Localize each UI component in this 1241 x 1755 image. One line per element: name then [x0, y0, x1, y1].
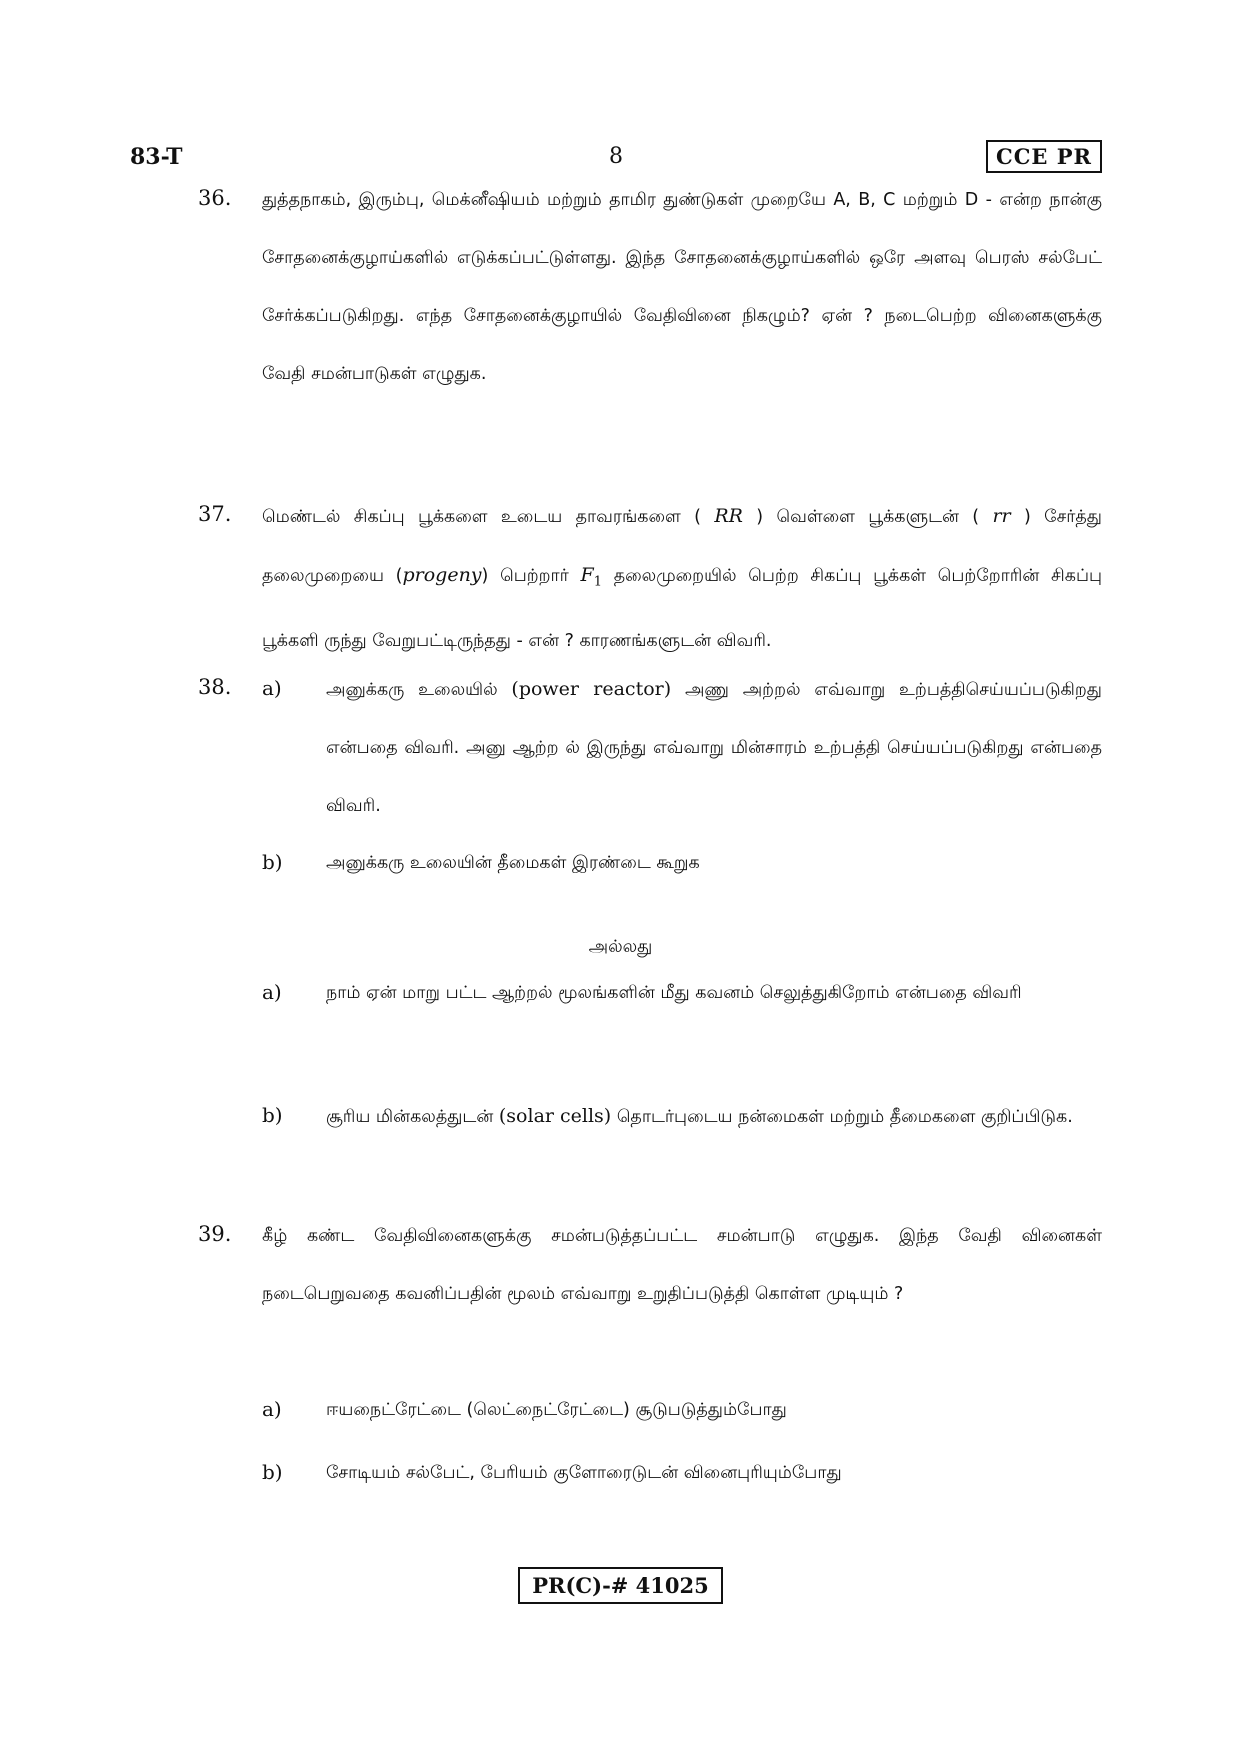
question-38-number: 38.	[198, 675, 232, 699]
question-39-number: 39.	[198, 1222, 232, 1246]
question-37-number: 37.	[198, 502, 232, 526]
question-39-a-label: a)	[262, 1397, 282, 1421]
question-38-a-text: அனுக்கரு உலையில் (power reactor) அணு அற்றல் எவ்வாறு உற்பத்திசெய்யப்படுகிறது என்பதை விவரி. அனு ஆற்ற ல் இருந்து எவ்வாறு மின்சாரம் உற்பத்தி செய்யப்படுகிறது என்பதை விவரி.	[326, 678, 1102, 816]
header-box-label: CCE PR	[986, 140, 1102, 173]
question-36-text: துத்தநாகம், இரும்பு, மெக்னீஷியம் மற்றும் தாமிர துண்டுகள் முறையே A, B, C மற்றும் D - என்ற நான்கு சோதனைக்குழாய்களில் எடுக்கப்பட்டுள்ளது. இந்த சோதனைக்குழாய்களில் ஒரே அளவு பெரஸ் சல்பேட் சேர்க்கப்படுகிறது. எந்த சோதனைக்குழாயில் வேதிவினை நிகழும்? ஏன் ? நடைபெற்ற வினைகளுக்கு வேதி சமன்பாடுகள் எழுதுக.	[262, 190, 1102, 384]
question-38-a-label: a)	[262, 676, 282, 700]
question-38-alt-a-label: a)	[262, 980, 282, 1004]
question-38-alt-b-label: b)	[262, 1103, 283, 1127]
question-37-text: மெண்டல் சிகப்பு பூக்களை உடைய தாவரங்களை ( RR ) வெள்ளை பூக்களுடன் ( rr ) சேர்த்து தலைமுறையை (progeny) பெற்றார் $F_1$ தலைமுறையில் பெற்ற சிகப்பு பூக்கள் பெற்றோரின் சிகப்பு பூக்களி ருந்து வேறுபட்டிருந்தது - என் ? காரணங்களுடன் விவரி.	[262, 505, 1102, 651]
question-39-text: கீழ் கண்ட வேதிவினைகளுக்கு சமன்படுத்தப்பட்ட சமன்பாடு எழுதுக. இந்த வேதி வினைகள் நடைபெறுவதை கவனிப்பதின் மூலம் எவ்வாறு உறுதிப்படுத்தி கொள்ள முடியும் ?	[262, 1226, 1102, 1304]
question-39-b-text: சோடியம் சல்பேட், பேரியம் குளோரைடுடன் வினைபுரியும்போது	[326, 1463, 842, 1483]
question-36-number: 36.	[198, 186, 232, 210]
paper-code: 83-T	[130, 144, 183, 170]
footer-code: PR(C)-# 41025	[518, 1567, 723, 1604]
question-38-b-text: அனுக்கரு உலையின் தீமைகள் இரண்டை கூறுக	[326, 853, 700, 873]
question-39-b-label: b)	[262, 1460, 283, 1484]
page-footer	[0, 1567, 1241, 1604]
question-38-alt-b-text: சூரிய மின்கலத்துடன் (solar cells) தொடர்புடைய நன்மைகள் மற்றும் தீமைகளை குறிப்பிடுக.	[326, 1105, 1073, 1127]
question-38-b-label: b)	[262, 850, 283, 874]
or-separator: அல்லது	[588, 937, 653, 957]
question-38-alt-a-text: நாம் ஏன் மாறு பட்ட ஆற்றல் மூலங்களின் மீது கவனம் செலுத்துகிறோம் என்பதை விவரி	[326, 983, 1022, 1003]
question-39-a-text: ஈயநைட்ரேட்டை (லெட்நைட்ரேட்டை) சூடுபடுத்தும்போது	[326, 1400, 787, 1420]
page-number: 8	[609, 144, 623, 169]
